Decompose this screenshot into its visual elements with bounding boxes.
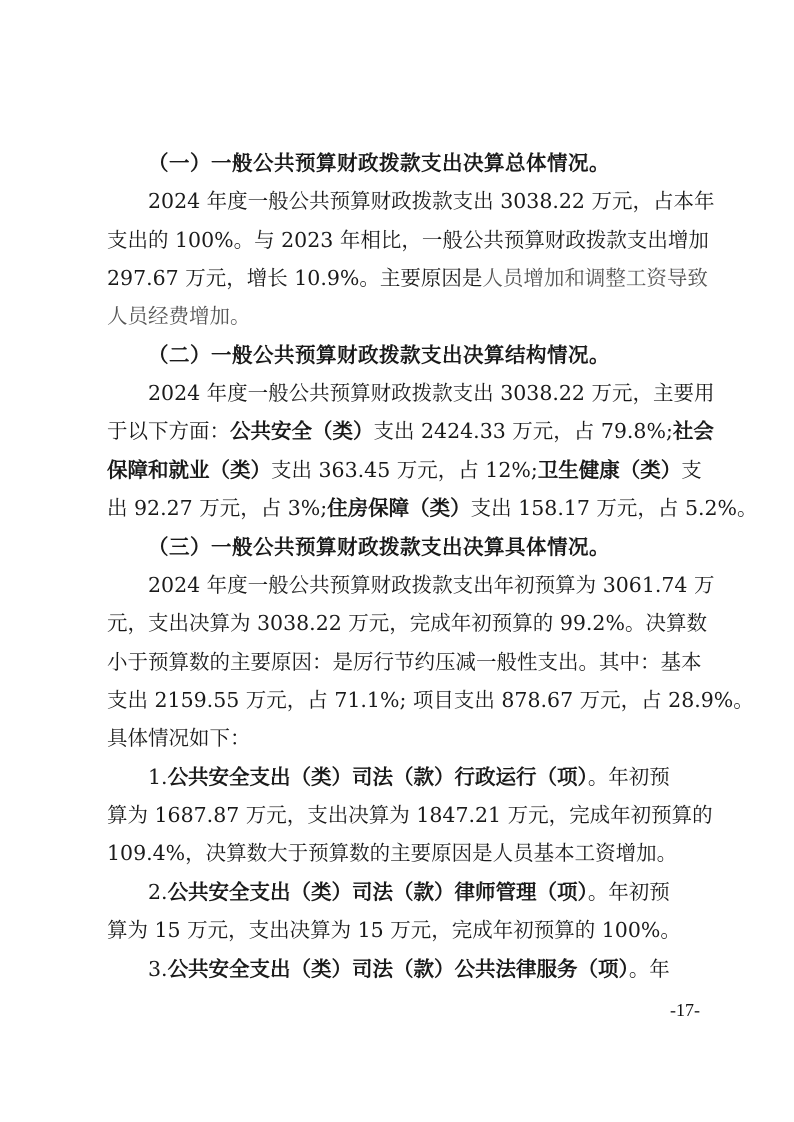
category-social-security-amount: 支出 363.45 万元，占 12%; <box>271 458 538 482</box>
page-number: -17- <box>670 1000 700 1020</box>
item-2-number: 2. <box>148 880 168 904</box>
item-3-line-1-rest: 。年 <box>628 957 670 981</box>
section-3-para-line-4: 支出 2159.55 万元，占 71.1%; 项目支出 878.67 万元，占 28.9%。 <box>107 688 754 712</box>
item-1-line-1 <box>148 762 689 792</box>
section-1-para-line-1: 2024 年度一般公共预算财政拨款支出 3038.22 万元，占本年 <box>148 189 715 213</box>
section-3-para-line-1: 2024 年度一般公共预算财政拨款支出年初预算为 3061.74 万 <box>148 573 715 597</box>
section-1-para-line-2: 支出的 100%。与 2023 年相比，一般公共预算财政拨款支出增加 <box>107 228 709 252</box>
section-3-para-line-2: 元，支出决算为 3038.22 万元，完成年初预算的 99.2%。决算数 <box>107 611 707 635</box>
section-1-para-line-3-reason: 人员增加和调整工资导致 <box>482 266 708 290</box>
category-health-amount-part-1: 支 <box>681 458 702 482</box>
section-3-para-line-5: 具体情况如下： <box>107 726 251 750</box>
category-public-security: 公共安全（类） <box>230 419 374 443</box>
item-1-number: 1. <box>148 765 168 789</box>
category-public-security-amount: 支出 2424.33 万元，占 79.8%; <box>373 419 673 443</box>
item-2-line-1-rest: 。年初预 <box>587 880 670 904</box>
item-1-line-3: 109.4%，决算数大于预算数的主要原因是人员基本工资增加。 <box>107 841 678 865</box>
item-1-title: 公共安全支出（类）司法（款）行政运行（项） <box>167 765 588 789</box>
section-2-para-line-1: 2024 年度一般公共预算财政拨款支出 3038.22 万元，主要用 <box>148 381 715 405</box>
item-2-line-2: 算为 15 万元，支出决算为 15 万元，完成年初预算的 100%。 <box>107 918 681 942</box>
section-1-heading: （一）一般公共预算财政拨款支出决算总体情况。 <box>148 151 610 175</box>
item-2-title: 公共安全支出（类）司法（款）律师管理（项） <box>167 880 588 904</box>
section-2-heading: （二）一般公共预算财政拨款支出决算结构情况。 <box>148 343 610 367</box>
category-housing: 住房保障（类） <box>327 496 471 520</box>
section-2-line-2-lead: 于以下方面： <box>107 419 230 443</box>
category-social-security-part-2: 保障和就业（类） <box>107 458 271 482</box>
category-health: 卫生健康（类） <box>537 458 682 482</box>
item-3-title: 公共安全支出（类）司法（款）公共法律服务（项） <box>167 957 629 981</box>
section-2-para-line-4 <box>107 493 758 523</box>
section-2-para-line-2 <box>107 416 714 446</box>
item-1-line-1-rest: 。年初预 <box>587 765 670 789</box>
section-3-para-line-3: 小于预算数的主要原因：是厉行节约压减一般性支出。其中：基本 <box>107 650 702 674</box>
section-3-heading: （三）一般公共预算财政拨款支出决算具体情况。 <box>148 535 610 559</box>
item-1-line-2: 算为 1687.87 万元，支出决算为 1847.21 万元，完成年初预算的 <box>107 803 713 827</box>
section-1-para-line-3 <box>107 263 708 293</box>
item-3-line-1 <box>148 954 689 984</box>
section-2-para-line-3 <box>107 455 702 485</box>
item-2-line-1 <box>148 877 689 907</box>
item-3-number: 3. <box>148 957 168 981</box>
category-social-security-part-1: 社会 <box>672 419 714 443</box>
section-1-para-line-3-text: 297.67 万元，增长 10.9%。主要原因是 <box>107 266 483 290</box>
category-housing-amount: 支出 158.17 万元，占 5.2%。 <box>470 496 758 520</box>
section-1-para-line-4: 人员经费增加。 <box>107 304 251 328</box>
category-health-amount-part-2: 出 92.27 万元，占 3%; <box>107 496 328 520</box>
